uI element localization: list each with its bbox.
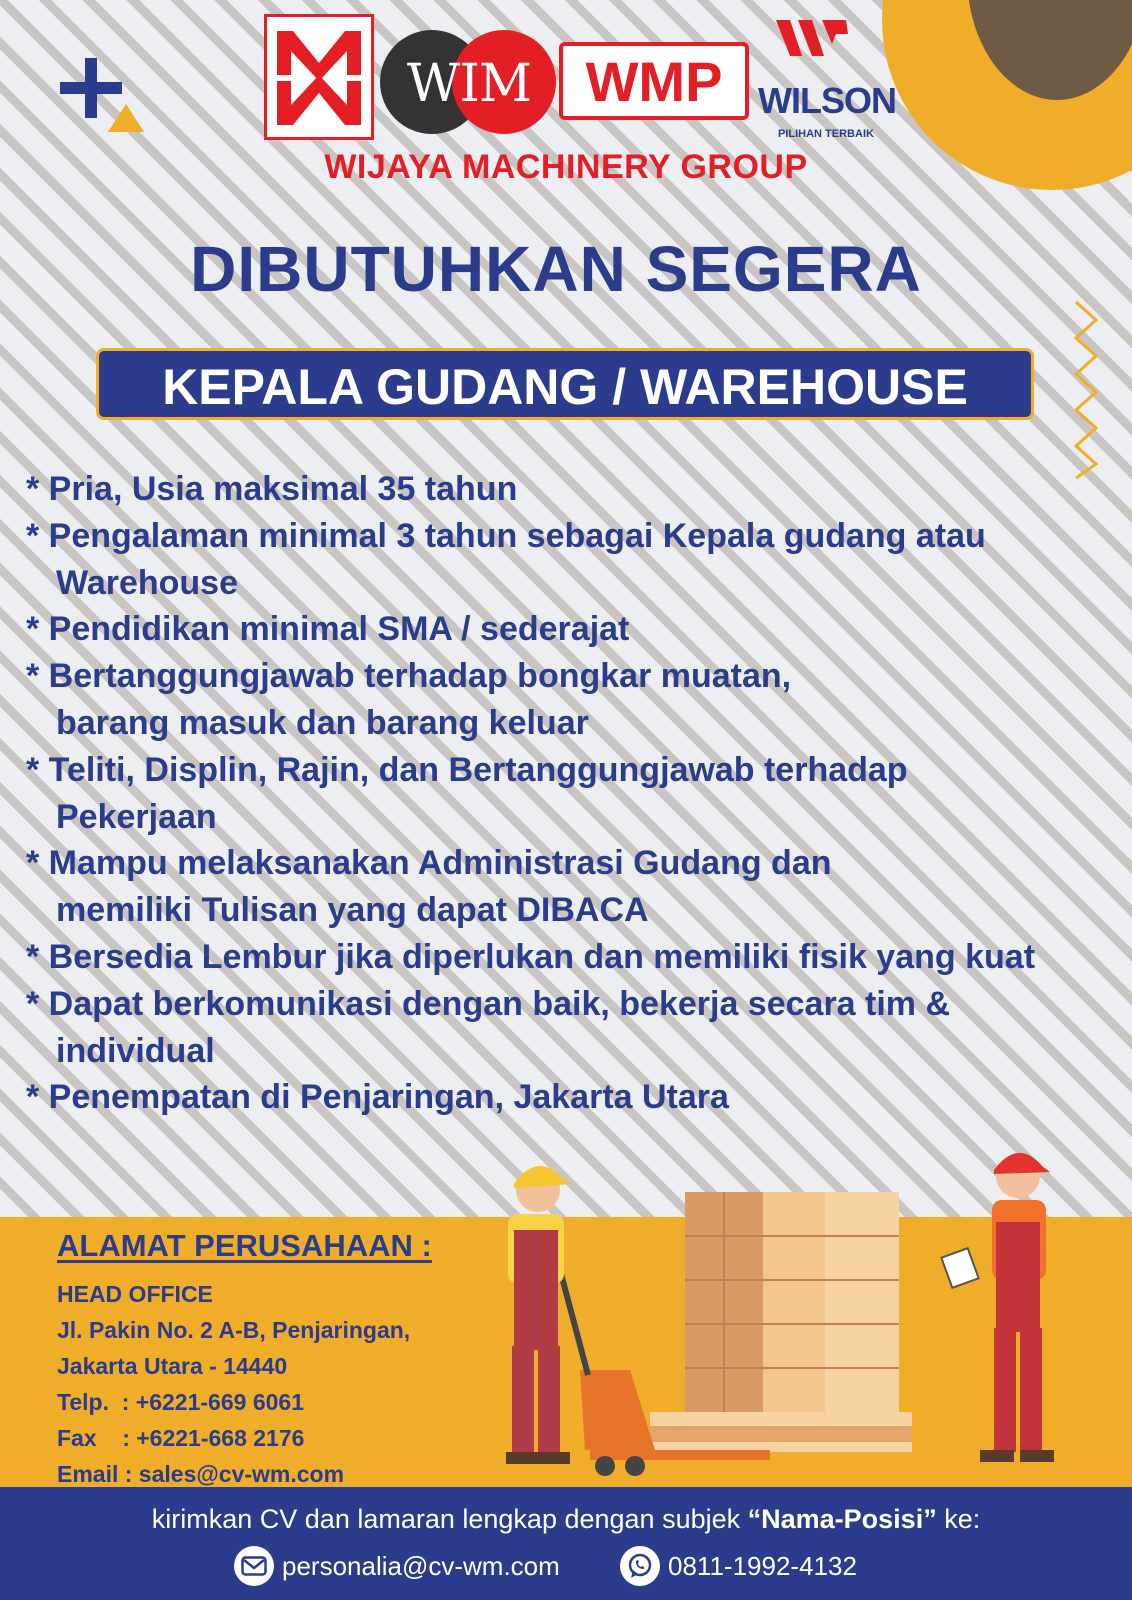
phone-number: Telp. : +6221-669 6061 [57,1389,304,1415]
whatsapp-icon [620,1546,660,1586]
street-address: Jl. Pakin No. 2 A-B, Penjaringan, [57,1317,411,1343]
city-address: Jakarta Utara - 14440 [57,1353,288,1379]
requirement-item: * Dapat berkomunikasi dengan baik, bekerja secara tim & individual [26,984,951,1070]
position-title: KEPALA GUDANG / WAREHOUSE [162,359,968,415]
plus-triangle-decoration-icon [60,58,150,138]
fax-number: Fax : +6221-668 2176 [57,1425,305,1451]
address-title: ALAMAT PERUSAHAAN : [57,1228,432,1263]
cta-text: kirimkan CV dan lamaran lengkap dengan subjek “Nama-Posisi” ke: [151,1504,981,1534]
mail-icon [234,1546,274,1586]
requirements-list [26,466,1126,1121]
group-name: WIJAYA MACHINERY GROUP [324,148,808,186]
wm-logo [264,14,374,140]
contact-email-text: personalia@cv-wm.com [282,1550,560,1581]
cta-subject: “Nama-Posisi” [747,1504,937,1534]
requirement-item: * Bersedia Lembur jika diperlukan dan memiliki fisik yang kuat [26,937,1036,976]
wilson-mark-icon [776,16,856,76]
headline: DIBUTUHKAN SEGERA [190,233,922,305]
contact-phone[interactable] [620,1546,857,1586]
requirement-item: * Bertanggungjawab terhadap bongkar muatan, barang masuk dan barang keluar [26,657,792,742]
requirement-item: * Mampu melaksanakan Administrasi Gudang dan memiliki Tulisan yang dapat DIBACA [26,844,832,930]
contact-phone-text: 0811-1992-4132 [668,1550,857,1581]
requirement-item: * Pendidikan minimal SMA / sederajat [26,610,630,649]
office-label: HEAD OFFICE [57,1281,213,1307]
wmp-logo: WMP [559,42,749,120]
requirement-item: * Teliti, Displin, Rajin, dan Bertanggungjawab terhadap Pekerjaan [26,750,908,836]
company-email: Email : sales@cv-wm.com [57,1461,345,1487]
warehouse-workers-illustration [480,1150,1132,1485]
zigzag-decoration-icon [1072,300,1102,480]
address-block [57,1276,410,1492]
requirement-item: * Pria, Usia maksimal 35 tahun [26,470,518,508]
requirement-item: * Pengalaman minimal 3 tahun sebagai Kepala gudang atau Warehouse [26,516,986,602]
requirement-item: * Penempatan di Penjaringan, Jakarta Utara [26,1078,729,1117]
wilson-logo: WILSON [758,80,896,121]
position-banner [96,348,1034,420]
wilson-tagline: PILIHAN TERBAIK [778,128,874,140]
contact-email[interactable] [234,1546,560,1586]
wim-logo: WIM [406,54,532,114]
brand-logos [264,14,904,144]
